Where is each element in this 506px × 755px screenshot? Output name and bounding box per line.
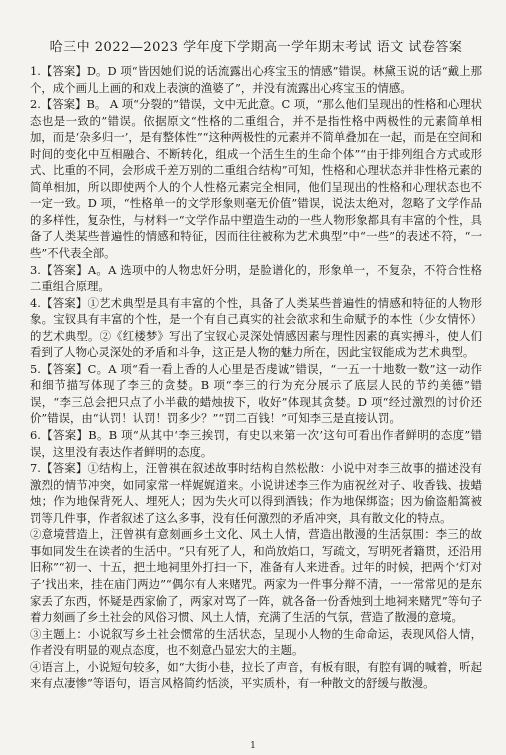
answer-paragraph: ③主题上：小说叙写乡土社会惯常的生活状态，呈现小人物的生命命运，表现风俗人情，作者没有明显的观点态度，也不刻意凸显宏大的主题。 [30,626,482,658]
page-number: 1 [250,741,256,751]
answer-paragraph: 4.【答案】①艺术典型是具有丰富的个性，具备了人类某些普遍性的情感和特征的人物形象。宝钗具有丰富的个性，是一个有自己真实的社会欲求和生命赋予的本性（少女情怀）的艺术典型。②《红楼梦》写出了宝钗心灵深处情感因素与理性因素的真实搏斗，使人们看到了人物心灵深处的矛盾和斗争，这正是人物的魅力所在，因此宝钗能成为艺术典型。 [30,295,482,360]
answer-paragraph: 7.【答案】①结构上，汪曾祺在叙述故事时结构自然松散：小说中对李三故事的描述没有激烈的情节冲突，如同家常一样娓娓道来。小说讲述李三作为庙祝丝对子、收香钱、拔蜡烛；作为地保背死人、埋死人；因为失火可以得到酒钱；作为地保绑盗；因为偷盗船篙被罚等几件事，作者叙述了这么多事，没有任何激烈的矛盾冲突，具有散文化的特点。 [30,461,482,525]
answer-paragraph: 5.【答案】C。A 项“看一看上香的人心里是否虔诚”错误，“一五一十地数一数”这一动作和细节描写体现了李三的贪婪。B 项“李三的行为充分展示了底层人民的节约美德”错误，“李三总会把只点了小半截的蜡烛拔下，收好”体现其贪婪。D 项“经过激烈的讨价还价”错误，由“认罚！认罚！罚多少？”“罚二百钱！”可知李三是直接认罚。 [30,361,482,426]
answer-paragraph: 2.【答案】B。 A 项“分裂的”错误，文中无此意。C 项，“那么他们呈现出的性格和心理状态也是一致的”错误。依据原文“性格的二重组合，并不是指性格中两极性的元素简单相加，而是‘杂多归一’，是有整体性”“这种两极性的元素并不简单叠加在一起，而是在空间和时间的变化中互相融合、不断转化，组成一个活生生的生命个体”“由于排列组合方式或形式、比重的不同，会形成千差万别的二重组合结构”可知，性格和心理状态并非性格元素的简单相加，所以即使两个人的个人性格元素完全相同，他们呈现出的性格和心理状态也不一定一致。D 项，“性格单一的文学形象则毫无价值”错误，说法太绝对，忽略了文学作品的多样性，复杂性，与材料一“文学作品中塑造生动的一些人物形象都具有丰富的个性，具备了人类某些普遍性的情感和特征，因而往往被称为艺术典型”中“一些”的表述不符，“一些”不代表全部。 [30,97,482,261]
answer-paragraph: ②意境营造上，汪曾祺有意刻画乡土文化、风土人情，营造出散漫的生活氛围：李三的故事如同发生在读者的生活中。“只有死了人，和尚放焰口，写疏文，写明死者籍贯，还沿用旧称”“初一、十五，把土地祠里外打扫一下，准备有人来进香。过年的时候，把两个‘灯对子’找出来，挂在庙门两边”“偶尔有人来赌咒。两家为一件事分辩不清，一一常常见的是东家丢了东西，怀疑是西家偷了，两家对骂了一阵，就各备一份香烛到土地祠来赌咒”等句子着力刻画了乡土社会的风俗习惯、风土人情，充满了生活的气氛，营造了散漫的意境。 [30,527,482,625]
answer-paragraph: 6.【答案】B。B 项“从其中‘李三挨罚，有史以来第一次’这句可看出作者鲜明的态度”错误，这里没有表达作者鲜明的态度。 [30,428,482,459]
answer-paragraph: 1.【答案】D。D 项“皆因她们说的话流露出心疼宝玉的情感”错误。林黛玉说的话“戴上那个，成个画儿上画的和戏上表演的渔婆了”，并没有流露出心疼宝玉的情感。 [30,64,482,95]
answer-content [30,63,482,692]
answer-paragraph: ④语言上，小说短句较多，如“大街小巷，拉长了声音，有板有眼，有腔有调的喊着，听起来有点凄惨”等语句，语言风格简约恬淡，平实质朴，有一种散文的舒缓与散漫。 [30,659,482,691]
answer-paragraph: 3.【答案】A。A 选项中的人物忠奸分明，是脸谱化的，形象单一，不复杂，不符合性格二重组合原理。 [30,262,482,294]
document-title: 哈三中 2022—2023 学年度下学期高一学年期末考试 语文 试卷答案 [49,40,463,55]
